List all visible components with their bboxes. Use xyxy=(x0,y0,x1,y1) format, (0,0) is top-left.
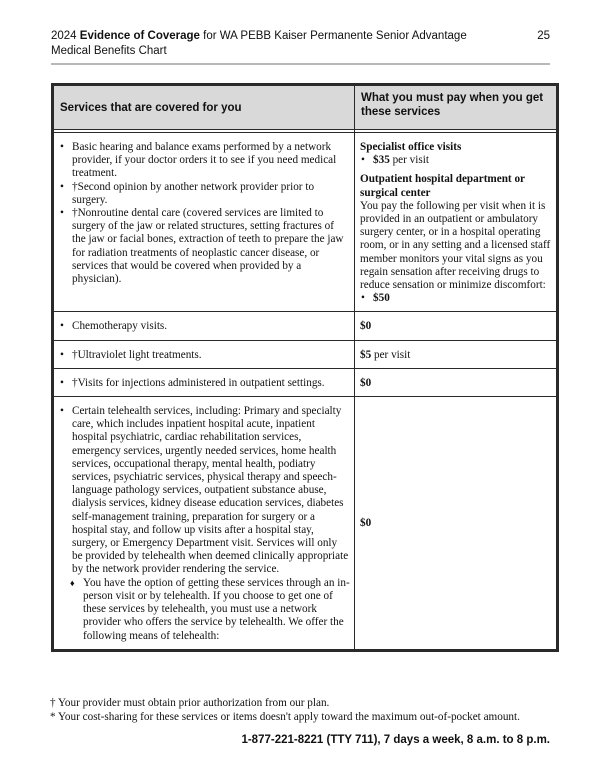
specialist-amount: $35 xyxy=(373,154,390,167)
page-header xyxy=(51,29,550,59)
payment-cell xyxy=(355,133,558,312)
outpatient-amount: $50 xyxy=(373,292,390,305)
list-item: • Certain telehealth services, including: Primary and specialty care, which includes inpatient hospital acute, inpatient hospital psychiatric, cardiac rehabilitation services, emergency services, urgently needed services, home health services, occupational therapy, mental health, podiatry services, psychiatric services, physical therapy and speech-language pathology services, outpatient substance abuse, dialysis services, kidney disease education services, diabetes self-management training, preparation for surgery or a hospital stay, and follow up visits after a hospital stay, surgery, or Emergency Department visit. Services will only be provided by telehealth when deemed clinically appropriate by the network provider rendering the service. xyxy=(60,405,349,576)
payment-cell: $0 xyxy=(355,368,558,396)
list-item: • $35 per visit xyxy=(361,154,429,167)
services-cell xyxy=(53,368,355,396)
table-row xyxy=(53,397,558,651)
table-row xyxy=(53,312,558,340)
list-item: • †Ultraviolet light treatments. xyxy=(60,348,202,361)
header-year: 2024 xyxy=(51,30,80,42)
list-item: • Chemotherapy visits. xyxy=(60,320,168,333)
diamond-icon: ♦ xyxy=(70,577,75,588)
footnote-cost-sharing: * Your cost-sharing for these services or items doesn't apply toward the maximum out-of-pocket amount. xyxy=(50,711,520,723)
list-item: ♦ You have the option of getting these services through an in-person visit or by telehealth. If you choose to get one of these services by telehealth, you must use a network provider who offers the service by telehealth. We offer the following means of telehealth: xyxy=(70,576,350,642)
table-row xyxy=(53,368,558,396)
outpatient-heading: Outpatient hospital department or surgical center xyxy=(360,173,525,199)
services-cell xyxy=(53,312,355,340)
footnote-prior-authorization: † Your provider must obtain prior authorization from our plan. xyxy=(50,697,330,709)
payment-cell: $5 per visit xyxy=(355,340,558,368)
outpatient-text: You pay the following per visit when it is provided in an outpatient or ambulatory surgery center, or in a hospital operating room, or in any setting and a licensed staff member monitors your vital signs as you regain sensation after receiving drugs to reduce sensation or minimize discomfort: xyxy=(360,199,551,292)
services-cell xyxy=(53,133,355,312)
list-item: • Basic hearing and balance exams performed by a network provider, if your doctor orders it to see if you need medical treatment. xyxy=(60,141,337,180)
specialist-heading: Specialist office visits xyxy=(360,141,462,153)
page-number: 25 xyxy=(537,30,550,42)
payment-cell: $0 xyxy=(355,397,558,651)
header-divider xyxy=(51,63,550,65)
bullet-icon: • xyxy=(60,320,64,333)
table-row xyxy=(53,133,558,312)
table-row xyxy=(53,340,558,368)
header-plan-name: for WA PEBB Kaiser Permanente Senior Advantage xyxy=(199,30,467,42)
bullet-icon: • xyxy=(60,141,64,153)
bullet-icon: • xyxy=(60,348,64,361)
list-item: • †Nonroutine dental care (covered services are limited to surgery of the jaw or related structures, setting fractures of the jaw or facial bones, extraction of teeth to prepare the jaw for radiation treatments of neoplastic cancer disease, or services that would be covered when provided by a physician). xyxy=(60,207,344,286)
bullet-icon: • xyxy=(60,405,64,418)
medical-benefits-table xyxy=(51,83,559,652)
header-title-line xyxy=(51,29,550,44)
table-header-row xyxy=(53,85,558,130)
footnotes xyxy=(50,696,560,724)
header-doc-title: Evidence of Coverage xyxy=(79,30,200,42)
header-subtitle: Medical Benefits Chart xyxy=(51,45,167,57)
list-item: • †Visits for injections administered in outpatient settings. xyxy=(60,376,325,389)
services-cell xyxy=(53,340,355,368)
payment-cell: $0 xyxy=(355,312,558,340)
bullet-icon: • xyxy=(60,376,64,389)
bullet-icon: • xyxy=(60,180,64,193)
list-item xyxy=(360,292,552,305)
contact-phone: 1-877-221-8221 (TTY 711), 7 days a week, 8 a.m. to 8 p.m. xyxy=(241,734,550,746)
bullet-icon: • xyxy=(361,154,365,167)
bullet-icon: • xyxy=(361,292,365,305)
list-item: • †Second opinion by another network provider prior to surgery. xyxy=(60,180,315,206)
bullet-icon: • xyxy=(60,207,64,220)
column-header-payment: What you must pay when you get these services xyxy=(355,85,558,130)
services-cell xyxy=(53,397,355,651)
column-header-services: Services that are covered for you xyxy=(53,85,355,130)
